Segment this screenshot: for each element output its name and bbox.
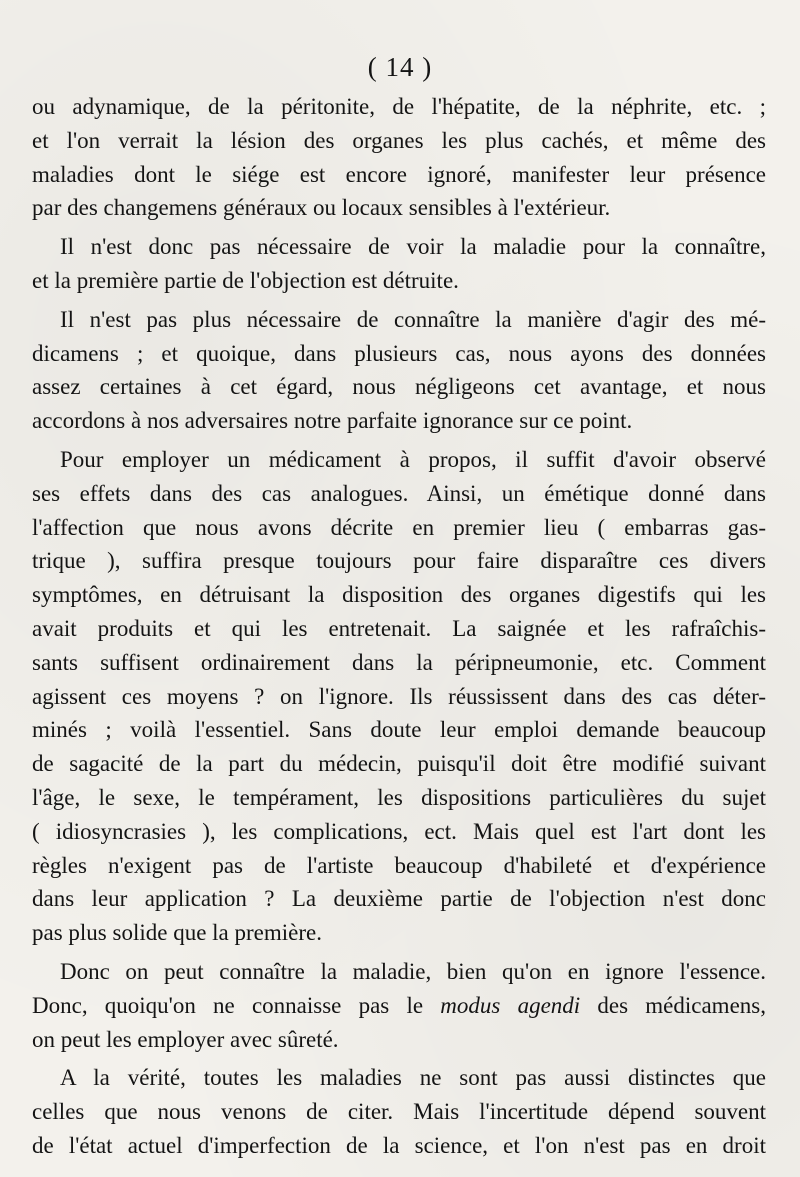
page-number: ( 14 )	[367, 52, 433, 82]
text-line: pas plus solide que la première.	[32, 920, 322, 946]
text-line: assez certaines à cet égard, nous négligeons cet avantage, et nous	[32, 374, 766, 400]
text-line: ( idiosyncrasies ), les complications, ect. Mais quel est l'art dont les	[32, 818, 766, 844]
text-line: agissent ces moyens ? on l'ignore. Ils réussissent dans des cas déter-	[32, 683, 766, 709]
italic-phrase: modus agendi	[440, 992, 581, 1018]
text-line: dans leur application ? La deuxième partie de l'objection n'est donc	[32, 886, 766, 912]
text-line: maladies dont le siége est encore ignoré, manifester leur présence	[32, 161, 766, 187]
body-text	[32, 90, 766, 1163]
text-line: l'âge, le sexe, le tempérament, les dispositions particulières du sujet	[32, 784, 766, 810]
paragraph	[32, 1061, 766, 1162]
text-line: de sagacité de la part du médecin, puisqu'il doit être modifié suivant	[32, 751, 766, 777]
text-line: par des changemens généraux ou locaux sensibles à l'extérieur.	[32, 195, 611, 221]
text-line: ses effets dans des cas analogues. Ainsi, un émétique donné dans	[32, 480, 766, 506]
text-line: on peut les employer avec sûreté.	[32, 1026, 339, 1052]
text-line: et la première partie de l'objection est détruite.	[32, 267, 459, 293]
text-line: trique ), suffira presque toujours pour faire disparaître ces divers	[32, 548, 766, 574]
text-segment: Donc, quoiqu'on ne connaisse pas le	[32, 992, 441, 1018]
paragraph	[32, 303, 766, 438]
paragraph	[32, 90, 766, 225]
text-line: et l'on verrait la lésion des organes les plus cachés, et même des	[32, 127, 766, 153]
text-line: de l'état actuel d'imperfection de la science, et l'on n'est pas en droit	[32, 1132, 766, 1158]
text-line: ou adynamique, de la péritonite, de l'hépatite, de la néphrite, etc. ;	[32, 94, 766, 119]
paragraph	[32, 230, 766, 298]
text-line: avait produits et qui les entretenait. La saignée et les rafraîchis-	[32, 615, 766, 641]
paragraph	[32, 955, 766, 1056]
text-line: Il n'est donc pas nécessaire de voir la maladie pour la connaître,	[60, 234, 766, 260]
text-line: celles que nous venons de citer. Mais l'incertitude dépend souvent	[32, 1099, 766, 1125]
text-line: Il n'est pas plus nécessaire de connaître la manière d'agir des mé-	[60, 306, 766, 332]
text-line: l'affection que nous avons décrite en premier lieu ( embarras gas-	[32, 514, 766, 540]
text-segment: des médicamens,	[580, 992, 766, 1018]
text-line: accordons à nos adversaires notre parfaite ignorance sur ce point.	[32, 408, 633, 434]
text-line: règles n'exigent pas de l'artiste beaucoup d'habileté et d'expérience	[32, 852, 766, 878]
text-line: Pour employer un médicament à propos, il suffit d'avoir observé	[60, 446, 766, 472]
text-line: sants suffisent ordinairement dans la péripneumonie, etc. Comment	[32, 649, 766, 675]
paragraph	[32, 443, 766, 950]
text-line: A la vérité, toutes les maladies ne sont pas aussi distinctes que	[60, 1065, 766, 1091]
text-line	[32, 989, 766, 1023]
text-line: Donc on peut connaître la maladie, bien qu'on en ignore l'essence.	[60, 958, 766, 984]
text-line: dicamens ; et quoique, dans plusieurs cas, nous ayons des données	[32, 340, 766, 366]
text-line: minés ; voilà l'essentiel. Sans doute leur emploi demande beaucoup	[32, 717, 766, 743]
text-line: symptômes, en détruisant la disposition des organes digestifs qui les	[32, 582, 766, 608]
